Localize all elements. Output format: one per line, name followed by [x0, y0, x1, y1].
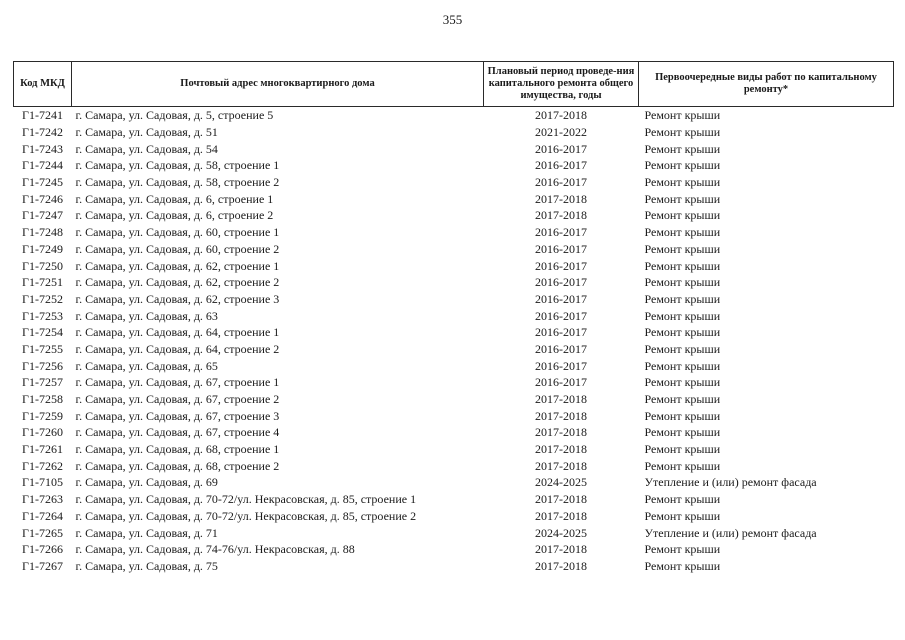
row-address: г. Самара, ул. Садовая, д. 51	[75, 125, 218, 140]
table-row	[14, 224, 894, 241]
row-works: Ремонт крыши	[644, 141, 721, 156]
row-address: г. Самара, ул. Садовая, д. 63	[75, 308, 218, 323]
row-period: 2016-2017	[535, 325, 587, 340]
row-address: г. Самара, ул. Садовая, д. 65	[75, 358, 218, 373]
row-period: 2016-2017	[535, 158, 587, 173]
row-code: Г1-7249	[22, 241, 63, 256]
row-period: 2016-2017	[535, 375, 587, 390]
table-row	[14, 508, 894, 525]
row-code: Г1-7257	[22, 375, 63, 390]
header-address: Почтовый адрес многоквартирного дома	[72, 62, 484, 107]
row-period: 2021-2022	[535, 125, 587, 140]
row-period: 2017-2018	[535, 508, 587, 523]
row-period: 2016-2017	[535, 341, 587, 356]
table-header-row	[14, 62, 894, 107]
row-code: Г1-7242	[22, 125, 63, 140]
table-row	[14, 407, 894, 424]
row-period: 2016-2017	[535, 291, 587, 306]
table-row	[14, 558, 894, 575]
row-address: г. Самара, ул. Садовая, д. 68, строение 2	[75, 458, 280, 473]
row-code: Г1-7244	[22, 158, 63, 173]
row-works: Ремонт крыши	[644, 425, 721, 440]
row-period: 2024-2025	[535, 525, 587, 540]
table-row	[14, 341, 894, 358]
row-period: 2017-2018	[535, 542, 587, 557]
row-period: 2017-2018	[535, 108, 587, 123]
table-row	[14, 524, 894, 541]
table-row	[14, 157, 894, 174]
row-address: г. Самара, ул. Садовая, д. 6, строение 2	[75, 208, 274, 223]
row-period: 2017-2018	[535, 408, 587, 423]
row-period: 2017-2018	[535, 558, 587, 573]
row-code: Г1-7266	[22, 542, 63, 557]
row-works: Ремонт крыши	[644, 542, 721, 557]
row-code: Г1-7258	[22, 392, 63, 407]
row-works: Ремонт крыши	[644, 108, 721, 123]
row-address: г. Самара, ул. Садовая, д. 58, строение 2	[75, 175, 280, 190]
row-works: Ремонт крыши	[644, 225, 721, 240]
row-code: Г1-7241	[22, 108, 63, 123]
row-code: Г1-7260	[22, 425, 63, 440]
row-works: Ремонт крыши	[644, 291, 721, 306]
row-period: 2016-2017	[535, 225, 587, 240]
row-works: Ремонт крыши	[644, 275, 721, 290]
table-row	[14, 274, 894, 291]
row-address: г. Самара, ул. Садовая, д. 62, строение 2	[75, 275, 280, 290]
row-address: г. Самара, ул. Садовая, д. 62, строение 3	[75, 291, 280, 306]
table-row	[14, 124, 894, 141]
row-code: Г1-7105	[22, 475, 63, 490]
row-period: 2017-2018	[535, 425, 587, 440]
row-code: Г1-7259	[22, 408, 63, 423]
row-period: 2016-2017	[535, 308, 587, 323]
row-code: Г1-7251	[22, 275, 63, 290]
row-works: Ремонт крыши	[644, 208, 721, 223]
table-row	[14, 207, 894, 224]
row-address: г. Самара, ул. Садовая, д. 70-72/ул. Некрасовская, д. 85, строение 2	[75, 508, 417, 523]
row-period: 2024-2025	[535, 475, 587, 490]
row-period: 2017-2018	[535, 392, 587, 407]
table-row	[14, 257, 894, 274]
row-code: Г1-7254	[22, 325, 63, 340]
row-code: Г1-7256	[22, 358, 63, 373]
row-code: Г1-7267	[22, 558, 63, 573]
row-code: Г1-7255	[22, 341, 63, 356]
row-works: Ремонт крыши	[644, 258, 721, 273]
row-code: Г1-7265	[22, 525, 63, 540]
row-address: г. Самара, ул. Садовая, д. 67, строение 3	[75, 408, 280, 423]
header-period: Плановый период проведе-ния капитального ремонта общего имущества, годы	[484, 62, 639, 107]
row-works: Ремонт крыши	[644, 375, 721, 390]
row-code: Г1-7243	[22, 141, 63, 156]
table-row	[14, 541, 894, 558]
row-code: Г1-7245	[22, 175, 63, 190]
table-row	[14, 140, 894, 157]
header-works: Первоочередные виды работ по капитальному ремонту*	[639, 62, 894, 107]
row-code: Г1-7253	[22, 308, 63, 323]
row-address: г. Самара, ул. Садовая, д. 64, строение 2	[75, 341, 280, 356]
row-works: Ремонт крыши	[644, 341, 721, 356]
row-address: г. Самара, ул. Садовая, д. 62, строение 1	[75, 258, 280, 273]
row-address: г. Самара, ул. Садовая, д. 64, строение 1	[75, 325, 280, 340]
row-address: г. Самара, ул. Садовая, д. 74-76/ул. Некрасовская, д. 88	[75, 542, 355, 557]
row-works: Ремонт крыши	[644, 158, 721, 173]
row-address: г. Самара, ул. Садовая, д. 58, строение 1	[75, 158, 280, 173]
row-code: Г1-7247	[22, 208, 63, 223]
row-code: Г1-7261	[22, 442, 63, 457]
table-row	[14, 391, 894, 408]
row-address: г. Самара, ул. Садовая, д. 67, строение 1	[75, 375, 280, 390]
row-address: г. Самара, ул. Садовая, д. 54	[75, 141, 218, 156]
row-address: г. Самара, ул. Садовая, д. 60, строение 1	[75, 225, 280, 240]
row-code: Г1-7262	[22, 458, 63, 473]
row-period: 2017-2018	[535, 191, 587, 206]
table-row	[14, 491, 894, 508]
page-number: 355	[442, 12, 463, 27]
row-works: Ремонт крыши	[644, 241, 721, 256]
row-works: Ремонт крыши	[644, 358, 721, 373]
table-row	[14, 424, 894, 441]
row-works: Утепление и (или) ремонт фасада	[644, 475, 817, 490]
table-row	[14, 441, 894, 458]
row-works: Утепление и (или) ремонт фасада	[644, 525, 817, 540]
row-address: г. Самара, ул. Садовая, д. 60, строение 2	[75, 241, 280, 256]
row-period: 2016-2017	[535, 258, 587, 273]
row-address: г. Самара, ул. Садовая, д. 67, строение 2	[75, 392, 280, 407]
row-works: Ремонт крыши	[644, 325, 721, 340]
row-address: г. Самара, ул. Садовая, д. 6, строение 1	[75, 191, 274, 206]
row-period: 2016-2017	[535, 241, 587, 256]
table-row	[14, 107, 894, 124]
table-row	[14, 374, 894, 391]
row-works: Ремонт крыши	[644, 458, 721, 473]
row-works: Ремонт крыши	[644, 175, 721, 190]
row-address: г. Самара, ул. Садовая, д. 5, строение 5	[75, 108, 274, 123]
row-address: г. Самара, ул. Садовая, д. 70-72/ул. Некрасовская, д. 85, строение 1	[75, 492, 417, 507]
row-address: г. Самара, ул. Садовая, д. 75	[75, 558, 218, 573]
row-works: Ремонт крыши	[644, 191, 721, 206]
row-works: Ремонт крыши	[644, 492, 721, 507]
row-address: г. Самара, ул. Садовая, д. 71	[75, 525, 218, 540]
row-code: Г1-7264	[22, 508, 63, 523]
table-row	[14, 291, 894, 308]
row-works: Ремонт крыши	[644, 392, 721, 407]
table-row	[14, 190, 894, 207]
row-works: Ремонт крыши	[644, 558, 721, 573]
table-row	[14, 457, 894, 474]
row-works: Ремонт крыши	[644, 508, 721, 523]
table-row	[14, 324, 894, 341]
row-code: Г1-7263	[22, 492, 63, 507]
row-code: Г1-7252	[22, 291, 63, 306]
row-works: Ремонт крыши	[644, 125, 721, 140]
table-row	[14, 474, 894, 491]
table-row	[14, 307, 894, 324]
row-period: 2016-2017	[535, 141, 587, 156]
table-row	[14, 357, 894, 374]
table-row	[14, 174, 894, 191]
table-body	[14, 107, 894, 575]
row-period: 2016-2017	[535, 175, 587, 190]
row-code: Г1-7248	[22, 225, 63, 240]
header-code: Код МКД	[14, 62, 72, 107]
row-code: Г1-7246	[22, 191, 63, 206]
row-period: 2016-2017	[535, 358, 587, 373]
row-period: 2017-2018	[535, 442, 587, 457]
row-works: Ремонт крыши	[644, 308, 721, 323]
table-row	[14, 241, 894, 258]
row-period: 2016-2017	[535, 275, 587, 290]
buildings-table	[13, 61, 894, 574]
row-works: Ремонт крыши	[644, 442, 721, 457]
row-code: Г1-7250	[22, 258, 63, 273]
row-address: г. Самара, ул. Садовая, д. 68, строение 1	[75, 442, 280, 457]
row-period: 2017-2018	[535, 492, 587, 507]
row-address: г. Самара, ул. Садовая, д. 67, строение 4	[75, 425, 280, 440]
row-period: 2017-2018	[535, 458, 587, 473]
row-works: Ремонт крыши	[644, 408, 721, 423]
row-address: г. Самара, ул. Садовая, д. 69	[75, 475, 218, 490]
row-period: 2017-2018	[535, 208, 587, 223]
